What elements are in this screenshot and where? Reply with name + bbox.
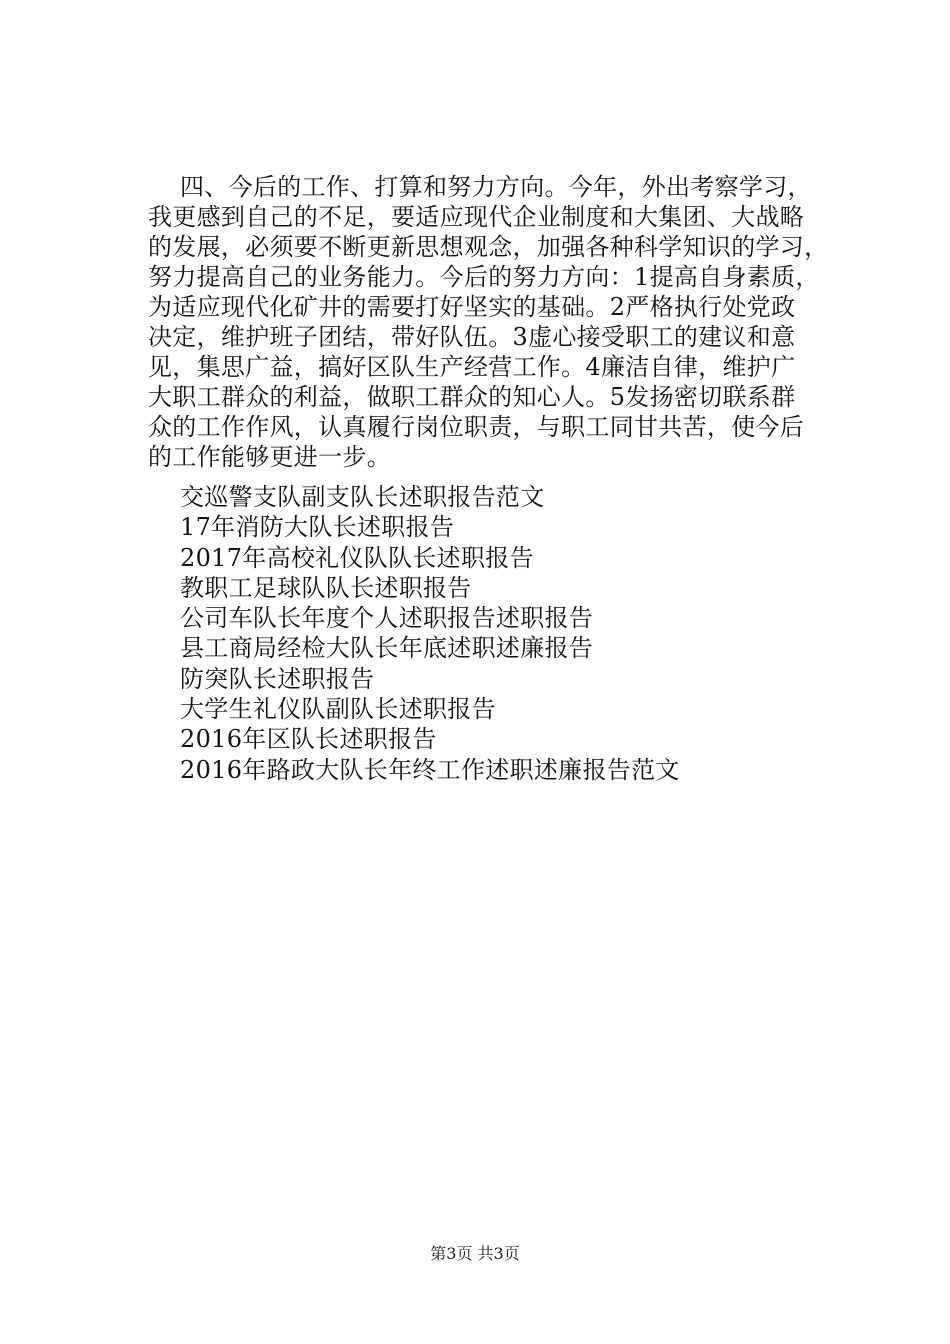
- page-number-footer: 第3页 共3页: [430, 1244, 520, 1263]
- related-title-item[interactable]: 教职工足球队队长述职报告: [180, 573, 472, 602]
- related-title-item[interactable]: 防突队长述职报告: [180, 664, 375, 693]
- paragraph-line: 决定，维护班子团结，带好队伍。3虚心接受职工的建议和意: [148, 323, 796, 351]
- related-title-item[interactable]: 交巡警支队副支队长述职报告范文: [180, 483, 545, 511]
- paragraph-line: 我更感到自己的不足，要适应现代企业制度和大集团、大战略: [148, 203, 805, 231]
- paragraph-line: 见，集思广益，搞好区队生产经营工作。4廉洁自律，维护广: [148, 353, 796, 381]
- paragraph-line: 为适应现代化矿井的需要打好坚实的基础。2严格执行处党政: [148, 293, 796, 321]
- related-title-item[interactable]: 公司车队长年度个人述职报告述职报告: [180, 604, 594, 633]
- paragraph-line: 的工作能够更进一步。: [148, 443, 391, 471]
- paragraph-line: 大职工群众的利益，做职工群众的知心人。5发扬密切联系群: [148, 383, 796, 411]
- paragraph-line: 努力提高自己的业务能力。今后的努力方向：1提高自身素质，: [148, 263, 820, 291]
- paragraph-line: 四、今后的工作、打算和努力方向。今年，外出考察学习，: [180, 173, 812, 201]
- related-title-item[interactable]: 县工商局经检大队长年底述职述廉报告: [180, 634, 594, 663]
- related-title-item[interactable]: 大学生礼仪队副队长述职报告: [180, 695, 496, 724]
- related-title-item[interactable]: 2017年高校礼仪队队长述职报告: [180, 543, 534, 572]
- related-title-item[interactable]: 2016年路政大队长年终工作述职述廉报告范文: [180, 755, 680, 784]
- related-title-item[interactable]: 2016年区队长述职报告: [180, 725, 437, 754]
- paragraph-line: 的发展，必须要不断更新思想观念，加强各种科学知识的学习，: [148, 233, 829, 261]
- related-titles-list: [180, 482, 820, 785]
- body-paragraph: [148, 172, 838, 472]
- paragraph-line: 众的工作作风，认真履行岗位职责，与职工同甘共苦，使今后: [148, 413, 805, 441]
- related-title-item[interactable]: 17年消防大队长述职报告: [180, 513, 455, 542]
